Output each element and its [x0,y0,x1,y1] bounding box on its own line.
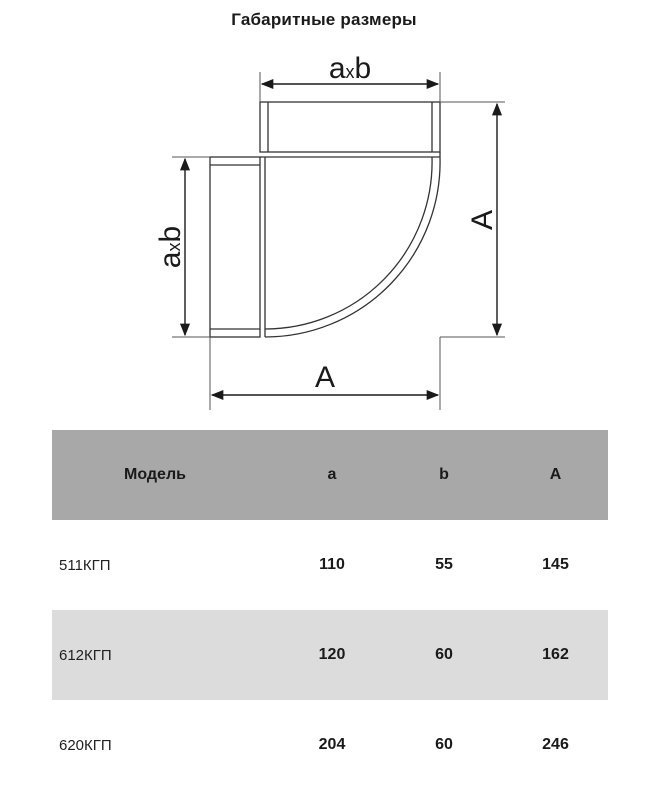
table-row [52,520,608,610]
extension-lines [172,72,505,410]
header-a: a [327,466,337,483]
dimensions-table [52,430,608,790]
row-a: 204 [318,736,346,753]
row-A: 162 [542,646,569,663]
row-a: 120 [318,646,346,663]
page-title: Габаритные размеры [231,10,417,29]
top-dimension-label: axb [328,52,372,85]
row-b: 60 [435,736,453,753]
table-row [52,610,608,700]
table-header [52,430,608,520]
elbow-outline [210,102,440,337]
row-A: 246 [542,736,569,753]
row-A: 145 [542,556,569,573]
bottom-dimension-label: A [314,361,336,394]
dimension-arrows [185,84,497,395]
header-A: A [549,466,562,483]
row-model: 612КГП [59,646,112,664]
table-row [52,700,608,790]
row-b: 60 [435,646,453,663]
right-dimension-label: A [466,209,499,231]
side-dimension-label: axb [154,225,187,269]
header-model: Модель [124,466,186,483]
header-b: b [439,466,449,483]
row-a: 110 [319,556,345,573]
row-model: 620КГП [59,736,112,754]
row-b: 55 [435,556,453,573]
row-model: 511КГП [59,556,111,574]
